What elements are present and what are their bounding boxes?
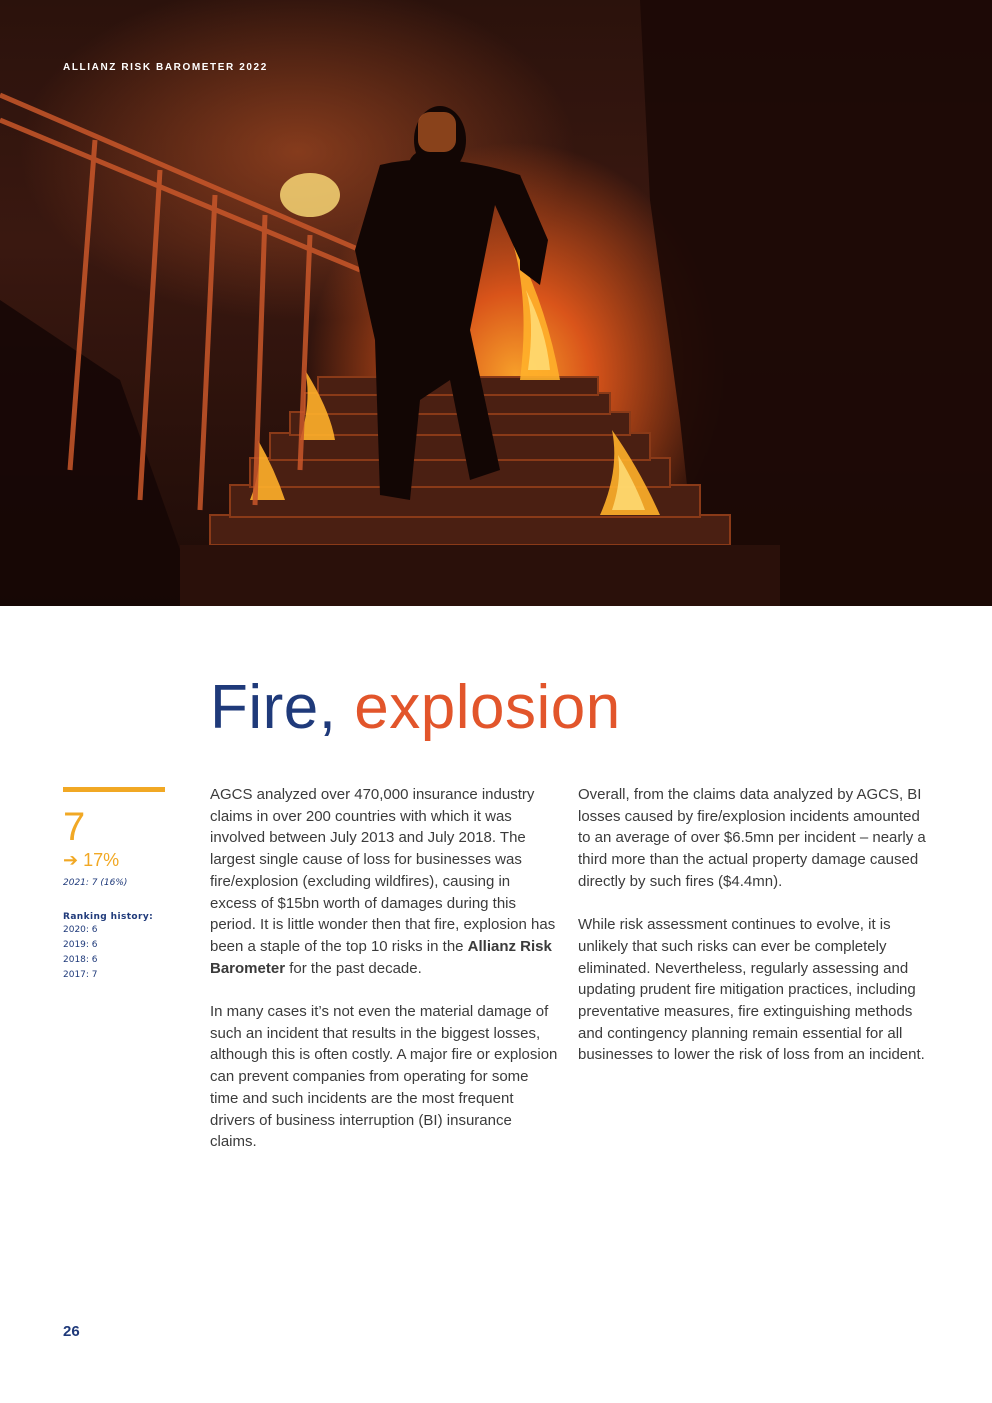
previous-rank: 2021: 7 (16%) <box>63 878 128 888</box>
accent-bar <box>63 787 165 792</box>
publication-name: Allianz Risk Barometer <box>210 937 552 977</box>
paragraph: While risk assessment continues to evolve, it is unlikely that such risks can ever be completely eliminated. Nevertheless, regularly assessing and updating prudent fire mitigation practices, including preventative measures, fire extinguishing methods and contingency planning remain essential for all businesses to lower the risk of loss from an incident. <box>578 916 925 1064</box>
running-header: ALLIANZ RISK BAROMETER 2022 <box>63 62 268 73</box>
ranking-history-item: 2018: 6 <box>63 955 98 965</box>
paragraph: In many cases it’s not even the material damage of such an incident that results in the biggest losses, although this is often costly. A major fire or explosion can prevent companies from operating for some time and such incidents are the most frequent drivers of business interruption (BI) insurance claims. <box>210 1003 558 1151</box>
hero-image <box>0 0 992 606</box>
ranking-history-label: Ranking history: <box>63 912 154 922</box>
ranking-sidebar <box>63 787 165 983</box>
paragraph: Overall, from the claims data analyzed by AGCS, BI losses caused by fire/explosion incidents amounted to an average of over $6.5mn per incident – nearly a third more than the actual property damage caused directly by such fires ($4.4mn). <box>578 786 926 890</box>
hero-illustration <box>0 0 992 606</box>
page-number: 26 <box>63 1323 80 1340</box>
paragraph <box>210 784 560 979</box>
trend-indicator <box>63 849 165 871</box>
arrow-right-icon: ➔ <box>63 850 79 870</box>
paragraph-text: for the past decade. <box>285 959 422 977</box>
body-column-right <box>578 784 936 1088</box>
title-part-fire: Fire, <box>210 673 337 742</box>
paragraph-text: AGCS analyzed over 470,000 insurance industry claims in over 200 countries with which it was involved between July 2013 and July 2018. The largest single cause of loss for businesses was fire/explosion (excluding wildfires), causing in excess of $15bn worth of damages during this period. It is little wonder then that fire, explosion has been a staple of the top 10 risks in the <box>210 786 556 955</box>
body-column-left <box>210 784 560 1175</box>
trend-percent: 17% <box>83 850 120 870</box>
ranking-history-item: 2019: 6 <box>63 940 98 950</box>
title-part-explosion: explosion <box>354 673 621 742</box>
page-title <box>210 668 621 748</box>
ranking-history-item: 2020: 6 <box>63 925 98 935</box>
rank-number: 7 <box>63 805 86 849</box>
ranking-history-item: 2017: 7 <box>63 970 98 980</box>
